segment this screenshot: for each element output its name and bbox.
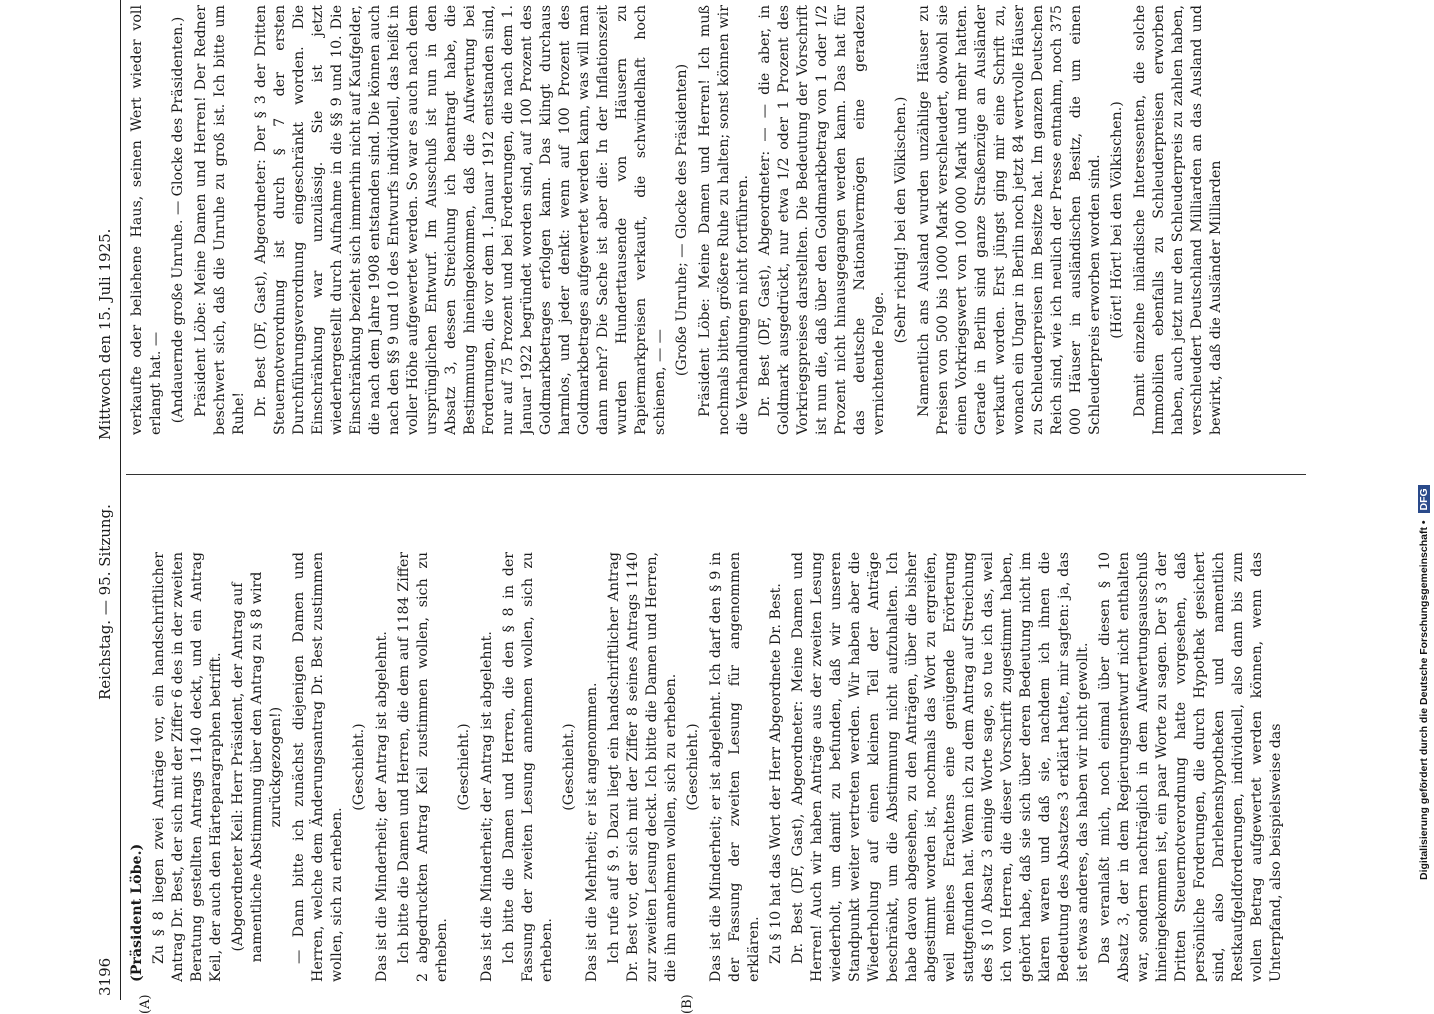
right-paragraph: Dr. Best (DF, Gast), Abgeordneter: — — die aber, in Goldmark ausgedrückt, nur etwa 1/2 oder 1 Prozent des Vorkriegspreises darstellten. Die Bedeutung der Vorschrift ist nun die, daß über den Goldmarkbetrag von 1 oder 1/2 Prozent nicht hinausgegangen werden kann. Das hat für das deutsche Nationalvermögen eine geradezu vernichtende Folge. <box>757 5 887 435</box>
left-paragraph: Das ist die Minderheit; der Antrag ist abgelehnt. <box>374 631 390 982</box>
right-paragraph: (Hört! Hört! bei den Völkischen.) <box>1109 101 1125 339</box>
left-paragraph: (Geschieht.) <box>561 723 577 811</box>
right-paragraph: Dr. Best (DF, Gast), Abgeordneter: Der § 3 der Dritten Steuernotverordnung ist durch § 7 der ersten Durchführungsverordnung eingeschränkt worden. Die Einschränkung war unzulässig. Sie ist jetzt wiederhergestellt durch Aufnahme in die §§ 9 und 10. Die Einschränkung bezieht sich immerhin nicht auf Kaufgelder, die nach dem Jahre 1908 entstanden sind. Die können auch nach den §§ 9 und 10 des Entwurfs individuell, das heißt in voller Höhe aufgewertet werden. So war es auch nach dem ursprünglichen Entwurf. Im Ausschuß ist nun in den Absatz 3, dessen Streichung ich beantragt habe, die Bestimmung hineingekommen, daß die Aufwertung bei Forderungen, die vor dem 1. Januar 1912 entstanden sind, nur auf 75 Prozent und bei Forderungen, die nach dem 1. Januar 1922 begründet worden sind, auf 100 Prozent des Goldmarkbetrages erfolgen kann. Das klingt durchaus harmlos, und jeder denkt: wenn auf 100 Prozent des Goldmarkbetrages aufgewertet werden kann, was will man dann mehr? Die Sache ist aber die: In der Inflationszeit wurden Hunderttausende von Häusern zu Papiermarkpreisen verkauft, die schwindelhaft hoch schienen, — — <box>253 5 668 435</box>
left-paragraph: Dr. Best (DF, Gast), Abgeordneter: Meine Damen und Herren! Auch wir haben Anträge aus der zweiten Lesung wiederholt, um damit zu befunden, daß wir unseren Standpunkt weiter vertreten werden. Wir haben aber die Wiederholung auf einen kleinen Teil der Anträge beschränkt, um die Abstimmung nicht aufzuhalten. Ich habe davon abgesehen, zu den Anträgen, über die bisher abgestimmt worden ist, nochmals das Wort zu ergreifen, weil meines Erachtens eine genügende Erörterung stattgefunden hat. Wenn ich zu dem Antrag auf Streichung des § 10 Absatz 3 einige Worte sage, so tue ich das, weil ich von Herren, die dieser Vorschrift zugestimmt haben, gehört habe, daß sie sich über deren Bedeutung nicht im klaren waren und daß sie, nachdem ich ihnen die Bedeutung des Absatzes 3 erklärt hatte, mir sagten: ja, das ist etwas anderes, das haben wir nicht gewollt. <box>790 552 1091 982</box>
margin-marker-a: (A) <box>138 994 153 1014</box>
right-paragraph: verkaufte oder beliehene Haus, seinen Wert wieder voll erlangt hat. — <box>129 5 164 435</box>
right-column <box>128 5 1330 435</box>
rotated-page <box>90 0 1330 1014</box>
left-paragraph: Das ist die Minderheit; er ist abgelehnt. Ich darf den § 9 in der Fassung der zweiten Lesung für angenommen erklären. <box>708 552 762 982</box>
right-paragraph: (Sehr richtig! bei den Völkischen.) <box>893 96 909 344</box>
left-paragraph: (Geschieht.) <box>685 723 701 811</box>
credit-text: Digitalisierung gefördert durch die Deutsche Forschungsgemeinschaft • <box>1418 520 1430 880</box>
left-paragraph: Das ist die Mehrheit; er ist angenommen. <box>584 682 600 982</box>
right-paragraph: Damit einzelne inländische Interessenten, die solche Immobilien ebenfalls zu Schleuderpreisen erworben haben, auch jetzt nur den Schleuderpreis zu zahlen haben, verschleudert Deutschland Milliarden an das Ausland und bewirkt, daß die Ausländer Milliarden <box>1132 5 1224 435</box>
session-title: Reichstag. — 95. Sitzung. <box>96 504 114 700</box>
left-paragraph: Ich bitte die Damen und Herren, die den § 8 in der Fassung der zweiten Lesung annehmen wollen, sich zu erheben. <box>501 552 555 982</box>
left-column <box>128 552 1330 982</box>
left-paragraph: Zu § 10 hat das Wort der Herr Abgeordnete Dr. Best. <box>768 583 784 964</box>
left-paragraph: (Abgeordneter Keil: Herr Präsident, der Antrag auf namentliche Abstimmung über den Antrag zu § 8 wird zurückgezogen!) <box>230 571 284 963</box>
header-rule <box>120 0 121 1000</box>
left-paragraph: Das veranlaßt mich, noch einmal über diesen § 10 Absatz 3, der in dem Regierungsentwurf nicht enthalten war, sondern nachträglich in dem Aufwertungsausschuß hineingekommen ist, ein paar Worte zu sagen. Der § 3 der Dritten Steuernotverordnung hatte vorgesehen, daß persönliche Forderungen, die durch Hypothek gesichert sind, also Darlehenshypotheken und namentlich Restkaufgeldforderungen, individuell, also dann bis zum vollen Betrag aufgewertet werden können, wenn das Unterpfand, also beispielsweise das <box>1097 552 1284 982</box>
left-paragraph: Ich rufe auf § 9. Dazu liegt ein handschriftlicher Antrag Dr. Best vor, der sich mit der Ziffer 8 seines Antrags 1140 zur zweiten Lesung deckt. Ich bitte die Damen und Herren, die ihn annehmen wollen, sich zu erheben. <box>606 552 679 982</box>
left-paragraph: Zu § 8 liegen zwei Anträge vor, ein handschriftlicher Antrag Dr. Best, der sich mit der Ziffer 6 des in der zweiten Beratung gestellten Antrags 1140 deckt, und ein Antrag Keil, der auch den Härteparagraphen betrifft. <box>151 552 224 982</box>
right-paragraph: Präsident Löbe: Meine Damen und Herren! Der Redner beschwert sich, daß die Unruhe zu groß ist. Ich bitte um Ruhe! <box>193 5 247 435</box>
session-date: Mittwoch den 15. Juli 1925. <box>96 228 114 440</box>
margin-marker-b: (B) <box>680 994 695 1014</box>
left-paragraph: (Geschieht.) <box>456 723 472 811</box>
dfg-logo: DFG <box>1418 485 1430 513</box>
left-paragraph: Ich bitte die Damen und Herren, die dem auf 1184 Ziffer 2 abgedruckten Antrag Keil zustimmen wollen, sich zu erheben. <box>396 552 450 982</box>
left-paragraph: (Geschieht.) <box>351 723 367 811</box>
right-paragraph: (Große Unruhe; — Glocke des Präsidenten) <box>674 63 690 377</box>
digitization-credit <box>1380 0 1434 1000</box>
page-number: 3196 <box>96 957 114 996</box>
column-separator <box>126 474 1306 475</box>
right-paragraph: Präsident Löbe: Meine Damen und Herren! Ich muß nochmals bitten, größere Ruhe zu halten; sonst können wir die Verhandlungen nicht fortführen. <box>697 5 751 435</box>
left-paragraph: — Dann bitte ich zunächst diejenigen Damen und Herren, welche dem Änderungsantrag Dr. Best zustimmen wollen, sich zu erheben. <box>291 552 345 982</box>
left-paragraph: Das ist die Minderheit; der Antrag ist abgelehnt. <box>479 631 495 982</box>
page-header <box>90 0 120 1000</box>
right-paragraph: (Andauernde große Unruhe. — Glocke des Präsidenten.) <box>170 16 186 424</box>
right-paragraph: Namentlich ans Ausland wurden unzählige Häuser zu Preisen von 500 bis 1000 Mark verschleudert, obwohl sie einen Vorkriegswert von 100 000 Mark und mehr hatten. Gerade in Berlin sind ganze Straßenzüge an Ausländer verkauft worden. Erst jüngst ging mir eine Schrift zu, wonach ein Ungar in Berlin noch jetzt 84 wertvolle Häuser zu Schleuderpreisen im Besitze hat. Im ganzen Deutschen Reich sind, wie ich neulich der Presse entnahm, noch 375 000 Häuser in ausländischen Besitz, die um einen Schleuderpreis erworben worden sind. <box>916 5 1103 435</box>
left-paragraph: (Präsident Löbe.) <box>129 843 145 982</box>
